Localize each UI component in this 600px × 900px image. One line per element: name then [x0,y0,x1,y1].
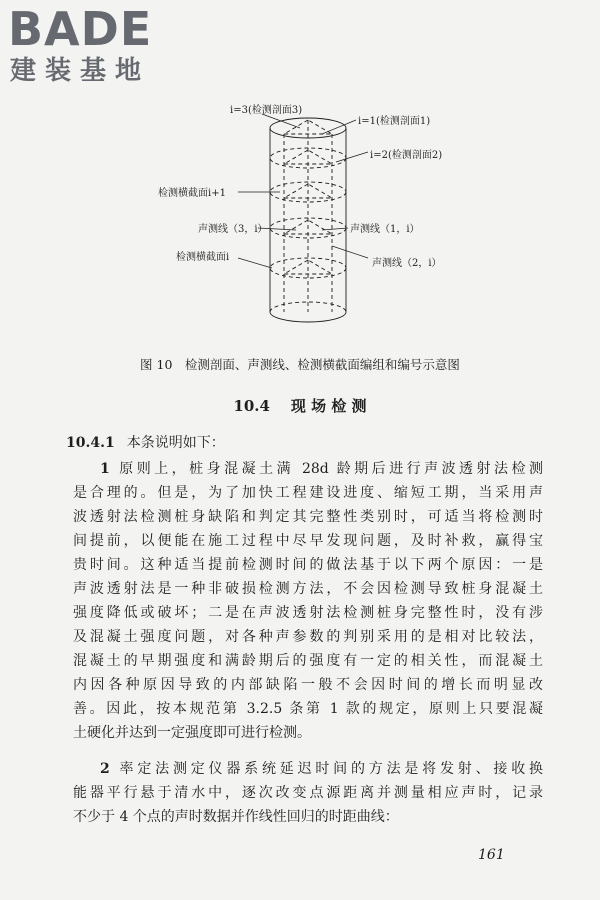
cylinder-bottom [270,312,346,322]
pile-diagram [150,100,480,350]
page-number: 161 [478,847,505,863]
label-section-i-plus-1: 检测横截面i+1 [158,188,226,199]
section-title: 现 场 检 测 [290,397,367,415]
item1-line-12: 土硬化并达到一定强度即可进行检测。 [73,725,311,741]
clause-heading [66,432,225,454]
item1-line-8: 及混凝土强度问题，对各种声参数的判别采用的是相对比较法， [73,629,543,645]
section-heading [0,395,600,416]
pile-diagram-svg [150,100,480,350]
item2-line-3: 不少于 4 个点的声时数据并作线性回归的时距曲线： [73,809,399,825]
item2-line-1: 2 率定法测定仪器系统延迟时间的方法是将发射、接收换 [100,761,543,777]
item1-line-2: 是合理的。但是，为了加快工程建设进度、缩短工期，当采用声 [73,485,543,501]
item1-line-11: 善。因此，按本规范第 3.2.5 条第 1 款的规定，原则上只要混凝 [73,701,543,717]
label-i1: i=1(检测剖面1) [358,116,431,127]
logo-brand: BADE [8,2,153,56]
label-i2: i=2(检测剖面2) [370,150,443,161]
item1-line-10: 内因各种原因导致的内部缺陷一般不会因时间的增长而明显改 [73,677,543,693]
item2-number: 2 [100,761,110,777]
section-number: 10.4 [233,397,270,415]
leader-lines [238,114,368,268]
item1-line-3: 波透射法检测桩身缺陷和判定其完整性类别时，可适当将检测时 [73,509,543,525]
logo-subtitle: 建装基地 [10,56,151,86]
label-sound-line-1i: 声测线（1，i） [350,224,420,235]
clause-intro: 本条说明如下： [126,435,225,451]
label-i3: i=3(检测剖面3) [230,105,303,116]
figure-caption: 图 10 检测剖面、声测线、检测横截面编组和编号示意图 [140,357,460,372]
item1-line-4: 间提前，以便能在施工过程中尽早发现问题，及时补救，赢得宝 [73,533,543,549]
item1-line-6: 声波透射法是一种非破损检测方法，不会因检测导致桩身混凝土 [73,581,543,597]
item1-line-9: 混凝土的早期强度和满龄期后的强度有一定的相关性，而混凝土 [73,653,543,669]
item1-number: 1 [100,461,110,477]
label-sound-line-2i: 声测线（2，i） [372,258,442,269]
label-sound-line-3i: 声测线（3，i） [198,224,268,235]
item1-line-7: 强度降低或破坏；二是在声波透射法检测桩身完整性时，没有涉 [73,605,543,621]
label-section-i: 检测横截面i [176,252,230,263]
item1-line-5: 贵时间。这种适当提前检测时间的做法基于以下两个原因：一是 [73,557,543,573]
item1-line-1: 1 原则上，桩身混凝土满 28d 龄期后进行声波透射法检测 [100,461,543,477]
clause-number: 10.4.1 [66,435,115,451]
brand-logo [8,4,178,94]
item2-line-2: 能器平行悬于清水中，逐次改变点源距离并测量相应声时，记录 [73,785,543,801]
